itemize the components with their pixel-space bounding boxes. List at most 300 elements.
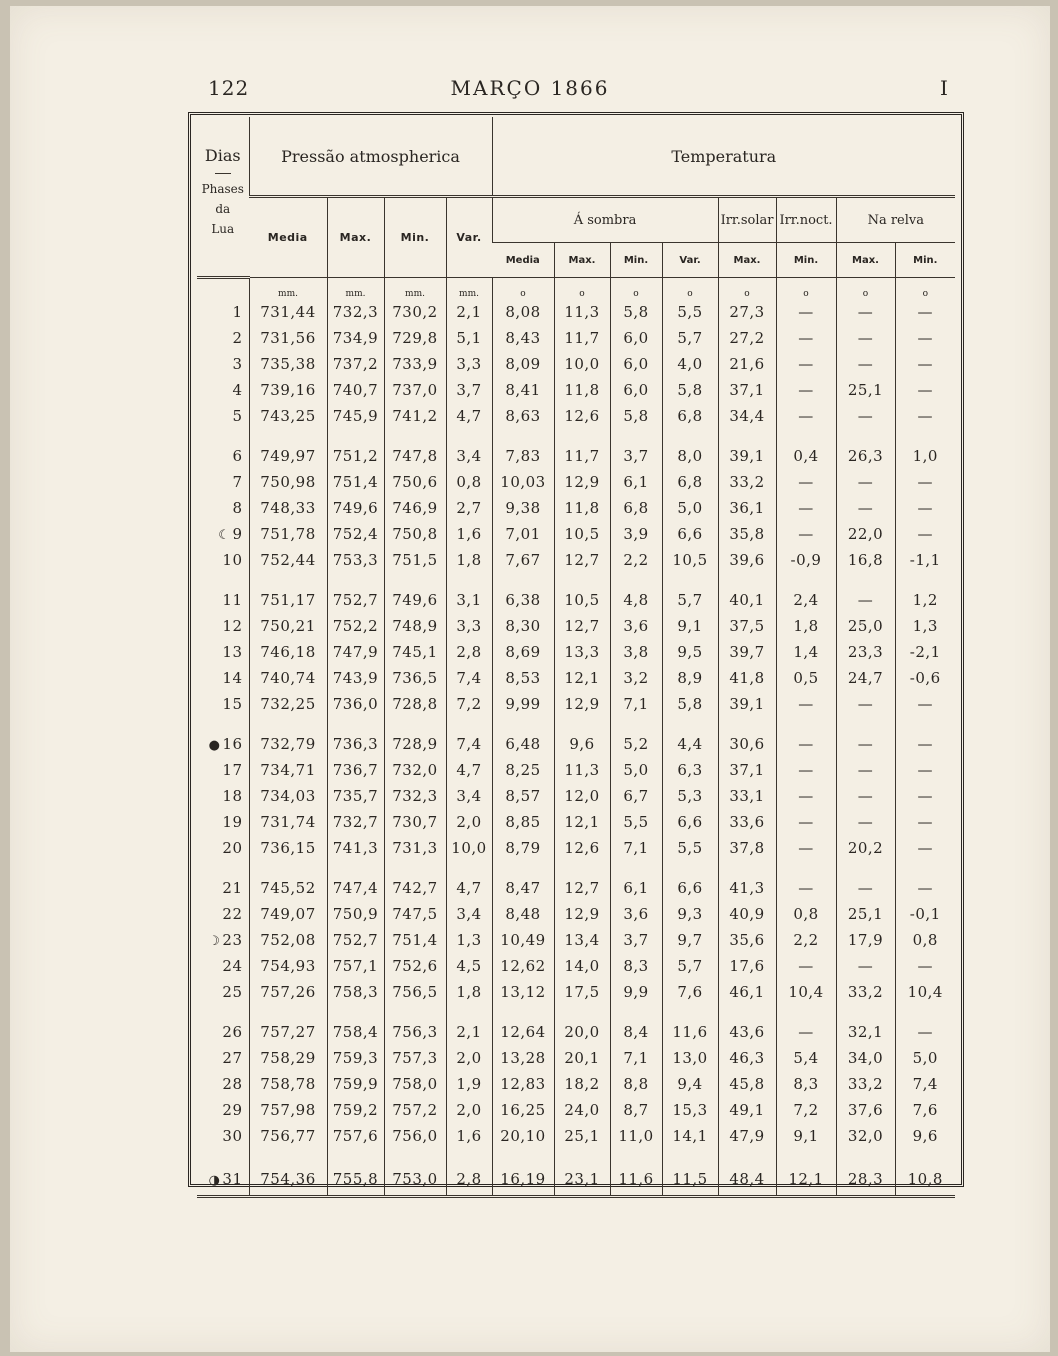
relva-max-cell: 33,2 bbox=[836, 1071, 895, 1097]
t-min-cell: 11,0 bbox=[610, 1123, 662, 1149]
day-number: 16 bbox=[222, 735, 243, 753]
p-max-cell: 740,7 bbox=[327, 377, 384, 403]
irr-solar-max-cell: 35,8 bbox=[718, 521, 776, 547]
p-max-cell: 745,9 bbox=[327, 403, 384, 429]
irr-solar-max-cell: 30,6 bbox=[718, 731, 776, 757]
relva-max-cell: 23,3 bbox=[836, 639, 895, 665]
group-spacer bbox=[197, 1149, 955, 1163]
relva-max-cell: — bbox=[836, 875, 895, 901]
day-cell bbox=[197, 521, 249, 547]
t-max-cell: 12,7 bbox=[554, 547, 610, 573]
p-min-cell: 753,0 bbox=[384, 1163, 446, 1197]
irr-noct-min-cell: 2,2 bbox=[776, 927, 836, 953]
relva-max-cell: 26,3 bbox=[836, 443, 895, 469]
day-number: 25 bbox=[222, 983, 243, 1001]
irr-noct-header: Irr.noct. bbox=[776, 197, 836, 243]
t-min-cell: 7,1 bbox=[610, 835, 662, 861]
p-min-cell: 747,8 bbox=[384, 443, 446, 469]
t-min-cell: 4,8 bbox=[610, 587, 662, 613]
p-min-cell: 756,3 bbox=[384, 1019, 446, 1045]
relva-max-cell: 33,2 bbox=[836, 979, 895, 1005]
p-max-cell: 747,9 bbox=[327, 639, 384, 665]
irr-solar-max-cell: 40,9 bbox=[718, 901, 776, 927]
irr-solar-max-cell: 46,3 bbox=[718, 1045, 776, 1071]
t-media-cell: 12,83 bbox=[492, 1071, 554, 1097]
irr-solar-max-cell: 46,1 bbox=[718, 979, 776, 1005]
table-row bbox=[197, 351, 955, 377]
day-cell bbox=[197, 901, 249, 927]
t-var-cell: 6,8 bbox=[662, 469, 718, 495]
relva-min-cell: — bbox=[895, 809, 955, 835]
moon-phase-icon: ☽ bbox=[208, 934, 221, 949]
t-media-cell: 6,48 bbox=[492, 731, 554, 757]
relva-max-cell: — bbox=[836, 691, 895, 717]
temp-min-header: Min. bbox=[610, 243, 662, 278]
irr-solar-max-cell: 39,7 bbox=[718, 639, 776, 665]
p-max-cell: 741,3 bbox=[327, 835, 384, 861]
t-var-cell: 6,8 bbox=[662, 403, 718, 429]
relva-max-cell: 25,1 bbox=[836, 377, 895, 403]
table-row bbox=[197, 495, 955, 521]
table-body bbox=[197, 278, 955, 1197]
t-max-cell: 12,0 bbox=[554, 783, 610, 809]
p-min-cell: 758,0 bbox=[384, 1071, 446, 1097]
table-row bbox=[197, 1097, 955, 1123]
day-cell bbox=[197, 1019, 249, 1045]
relva-max-cell: — bbox=[836, 469, 895, 495]
p-min-cell: 745,1 bbox=[384, 639, 446, 665]
group-spacer bbox=[197, 717, 955, 731]
relva-min-cell: — bbox=[895, 351, 955, 377]
p-var-cell: 3,4 bbox=[446, 783, 492, 809]
irr-solar-max-cell: 47,9 bbox=[718, 1123, 776, 1149]
t-var-cell: 5,5 bbox=[662, 299, 718, 325]
t-media-cell: 8,09 bbox=[492, 351, 554, 377]
p-var-cell: 0,8 bbox=[446, 469, 492, 495]
t-var-cell: 5,8 bbox=[662, 377, 718, 403]
t-min-cell: 6,0 bbox=[610, 351, 662, 377]
p-min-cell: 750,6 bbox=[384, 469, 446, 495]
table-row bbox=[197, 927, 955, 953]
p-var-cell: 1,8 bbox=[446, 547, 492, 573]
p-max-cell: 749,6 bbox=[327, 495, 384, 521]
p-media-cell: 748,33 bbox=[249, 495, 327, 521]
t-var-cell: 5,7 bbox=[662, 587, 718, 613]
p-min-cell: 756,5 bbox=[384, 979, 446, 1005]
t-max-cell: 11,8 bbox=[554, 495, 610, 521]
t-var-cell: 6,3 bbox=[662, 757, 718, 783]
irr-noct-min-cell: 2,4 bbox=[776, 587, 836, 613]
relva-max-cell: 25,1 bbox=[836, 901, 895, 927]
relva-min-cell: — bbox=[895, 325, 955, 351]
t-media-cell: 8,25 bbox=[492, 757, 554, 783]
t-media-cell: 9,38 bbox=[492, 495, 554, 521]
day-cell bbox=[197, 1097, 249, 1123]
t-var-cell: 11,6 bbox=[662, 1019, 718, 1045]
table-row bbox=[197, 757, 955, 783]
relva-min-cell: 9,6 bbox=[895, 1123, 955, 1149]
t-var-cell: 4,0 bbox=[662, 351, 718, 377]
relva-max-cell: — bbox=[836, 299, 895, 325]
t-max-cell: 12,7 bbox=[554, 875, 610, 901]
group-spacer bbox=[197, 1005, 955, 1019]
t-min-cell: 3,7 bbox=[610, 927, 662, 953]
p-min-cell: 742,7 bbox=[384, 875, 446, 901]
t-min-cell: 3,9 bbox=[610, 521, 662, 547]
p-max-cell: 753,3 bbox=[327, 547, 384, 573]
t-var-cell: 11,5 bbox=[662, 1163, 718, 1197]
irr-noct-min-cell: -0,9 bbox=[776, 547, 836, 573]
table-row bbox=[197, 901, 955, 927]
irr-solar-max-cell: 35,6 bbox=[718, 927, 776, 953]
day-number: 17 bbox=[222, 761, 243, 779]
t-media-cell: 13,12 bbox=[492, 979, 554, 1005]
p-max-cell: 736,0 bbox=[327, 691, 384, 717]
p-var-cell: 3,3 bbox=[446, 613, 492, 639]
table-row bbox=[197, 521, 955, 547]
irr-noct-min-cell: 1,8 bbox=[776, 613, 836, 639]
table-row bbox=[197, 613, 955, 639]
p-var-cell: 1,6 bbox=[446, 1123, 492, 1149]
relva-min-cell: — bbox=[895, 731, 955, 757]
p-var-cell: 4,5 bbox=[446, 953, 492, 979]
p-min-cell: 751,4 bbox=[384, 927, 446, 953]
relva-min-cell: 1,0 bbox=[895, 443, 955, 469]
dias-dash bbox=[215, 173, 231, 174]
p-min-cell: 751,5 bbox=[384, 547, 446, 573]
p-min-cell: 728,9 bbox=[384, 731, 446, 757]
relva-min-cell: — bbox=[895, 469, 955, 495]
t-var-cell: 9,3 bbox=[662, 901, 718, 927]
p-max-cell: 736,7 bbox=[327, 757, 384, 783]
p-media-cell: 752,08 bbox=[249, 927, 327, 953]
t-min-cell: 11,6 bbox=[610, 1163, 662, 1197]
t-media-cell: 8,08 bbox=[492, 299, 554, 325]
p-min-cell: 736,5 bbox=[384, 665, 446, 691]
irr-solar-max-header: Max. bbox=[718, 243, 776, 278]
irr-noct-min-cell: 0,8 bbox=[776, 901, 836, 927]
t-var-cell: 5,5 bbox=[662, 835, 718, 861]
relva-min-cell: 5,0 bbox=[895, 1045, 955, 1071]
irr-noct-min-cell: 7,2 bbox=[776, 1097, 836, 1123]
irr-solar-max-cell: 37,1 bbox=[718, 377, 776, 403]
p-max-cell: 750,9 bbox=[327, 901, 384, 927]
t-var-cell: 13,0 bbox=[662, 1045, 718, 1071]
p-media-cell: 752,44 bbox=[249, 547, 327, 573]
irr-solar-max-cell: 37,1 bbox=[718, 757, 776, 783]
unit-cell: o bbox=[554, 278, 610, 300]
unit-cell: mm. bbox=[327, 278, 384, 300]
t-var-cell: 9,5 bbox=[662, 639, 718, 665]
day-cell bbox=[197, 1123, 249, 1149]
table-row bbox=[197, 665, 955, 691]
p-var-cell: 1,8 bbox=[446, 979, 492, 1005]
t-media-cell: 8,53 bbox=[492, 665, 554, 691]
day-number: 8 bbox=[232, 499, 243, 517]
day-cell bbox=[197, 639, 249, 665]
relva-max-cell: — bbox=[836, 731, 895, 757]
t-max-cell: 12,6 bbox=[554, 403, 610, 429]
t-min-cell: 6,1 bbox=[610, 875, 662, 901]
relva-min-cell: -1,1 bbox=[895, 547, 955, 573]
relva-min-cell: -0,6 bbox=[895, 665, 955, 691]
t-media-cell: 16,19 bbox=[492, 1163, 554, 1197]
table-row bbox=[197, 1071, 955, 1097]
unit-cell: mm. bbox=[249, 278, 327, 300]
relva-max-cell: — bbox=[836, 403, 895, 429]
p-var-cell: 3,3 bbox=[446, 351, 492, 377]
irr-solar-max-cell: 49,1 bbox=[718, 1097, 776, 1123]
p-media-cell: 757,98 bbox=[249, 1097, 327, 1123]
t-media-cell: 8,48 bbox=[492, 901, 554, 927]
t-var-cell: 10,5 bbox=[662, 547, 718, 573]
pressure-media-header: Media bbox=[249, 197, 327, 278]
day-cell bbox=[197, 299, 249, 325]
p-min-cell: 757,3 bbox=[384, 1045, 446, 1071]
t-var-cell: 5,0 bbox=[662, 495, 718, 521]
day-number: 1 bbox=[232, 303, 243, 321]
table-row bbox=[197, 299, 955, 325]
p-max-cell: 737,2 bbox=[327, 351, 384, 377]
unit-cell: mm. bbox=[384, 278, 446, 300]
relva-min-cell: 7,4 bbox=[895, 1071, 955, 1097]
relva-min-cell: — bbox=[895, 953, 955, 979]
irr-solar-max-cell: 17,6 bbox=[718, 953, 776, 979]
irr-solar-max-cell: 37,5 bbox=[718, 613, 776, 639]
p-min-cell: 756,0 bbox=[384, 1123, 446, 1149]
p-media-cell: 754,36 bbox=[249, 1163, 327, 1197]
t-min-cell: 5,5 bbox=[610, 809, 662, 835]
p-media-cell: 758,78 bbox=[249, 1071, 327, 1097]
table-row bbox=[197, 377, 955, 403]
unit-cell: o bbox=[895, 278, 955, 300]
t-var-cell: 4,4 bbox=[662, 731, 718, 757]
irr-solar-max-cell: 45,8 bbox=[718, 1071, 776, 1097]
p-media-cell: 734,03 bbox=[249, 783, 327, 809]
relva-min-cell: -2,1 bbox=[895, 639, 955, 665]
p-max-cell: 758,3 bbox=[327, 979, 384, 1005]
t-min-cell: 8,7 bbox=[610, 1097, 662, 1123]
relva-max-cell: 24,7 bbox=[836, 665, 895, 691]
t-min-cell: 5,8 bbox=[610, 299, 662, 325]
day-cell bbox=[197, 731, 249, 757]
t-min-cell: 8,4 bbox=[610, 1019, 662, 1045]
p-var-cell: 4,7 bbox=[446, 403, 492, 429]
table-row bbox=[197, 325, 955, 351]
day-cell bbox=[197, 469, 249, 495]
p-media-cell: 731,56 bbox=[249, 325, 327, 351]
table-row bbox=[197, 1045, 955, 1071]
t-max-cell: 12,1 bbox=[554, 665, 610, 691]
t-media-cell: 9,99 bbox=[492, 691, 554, 717]
table-row bbox=[197, 731, 955, 757]
p-min-cell: 746,9 bbox=[384, 495, 446, 521]
irr-noct-min-cell: — bbox=[776, 809, 836, 835]
dias-header bbox=[197, 117, 249, 278]
p-min-cell: 748,9 bbox=[384, 613, 446, 639]
day-cell bbox=[197, 377, 249, 403]
table-row bbox=[197, 1163, 955, 1197]
table-row bbox=[197, 783, 955, 809]
day-cell bbox=[197, 1071, 249, 1097]
t-media-cell: 6,38 bbox=[492, 587, 554, 613]
t-media-cell: 8,63 bbox=[492, 403, 554, 429]
table-row bbox=[197, 469, 955, 495]
table-row bbox=[197, 587, 955, 613]
phases-label: Phases da Lua bbox=[201, 182, 244, 236]
pressure-var-header: Var. bbox=[446, 197, 492, 278]
t-min-cell: 8,8 bbox=[610, 1071, 662, 1097]
irr-noct-min-cell: 5,4 bbox=[776, 1045, 836, 1071]
temp-media-header: Media bbox=[492, 243, 554, 278]
group-spacer bbox=[197, 573, 955, 587]
relva-min-cell: — bbox=[895, 1019, 955, 1045]
temp-max-header: Max. bbox=[554, 243, 610, 278]
p-media-cell: 758,29 bbox=[249, 1045, 327, 1071]
t-max-cell: 13,4 bbox=[554, 927, 610, 953]
p-min-cell: 757,2 bbox=[384, 1097, 446, 1123]
p-var-cell: 3,1 bbox=[446, 587, 492, 613]
irr-noct-min-cell: — bbox=[776, 875, 836, 901]
t-var-cell: 5,3 bbox=[662, 783, 718, 809]
p-var-cell: 2,1 bbox=[446, 1019, 492, 1045]
table-row bbox=[197, 1019, 955, 1045]
irr-noct-min-cell: — bbox=[776, 521, 836, 547]
t-min-cell: 3,6 bbox=[610, 901, 662, 927]
t-max-cell: 12,7 bbox=[554, 613, 610, 639]
t-max-cell: 11,3 bbox=[554, 757, 610, 783]
t-max-cell: 11,3 bbox=[554, 299, 610, 325]
unit-cell: o bbox=[836, 278, 895, 300]
t-var-cell: 5,7 bbox=[662, 325, 718, 351]
t-media-cell: 12,64 bbox=[492, 1019, 554, 1045]
p-var-cell: 2,7 bbox=[446, 495, 492, 521]
day-cell bbox=[197, 325, 249, 351]
irr-noct-min-cell: — bbox=[776, 403, 836, 429]
day-number: 7 bbox=[232, 473, 243, 491]
p-media-cell: 731,74 bbox=[249, 809, 327, 835]
p-media-cell: 739,16 bbox=[249, 377, 327, 403]
relva-max-cell: — bbox=[836, 587, 895, 613]
t-var-cell: 6,6 bbox=[662, 875, 718, 901]
unit-cell: o bbox=[492, 278, 554, 300]
relva-min-cell: — bbox=[895, 691, 955, 717]
day-number: 5 bbox=[232, 407, 243, 425]
t-max-cell: 23,1 bbox=[554, 1163, 610, 1197]
t-media-cell: 7,67 bbox=[492, 547, 554, 573]
t-max-cell: 11,7 bbox=[554, 325, 610, 351]
irr-noct-min-cell: — bbox=[776, 325, 836, 351]
day-number: 28 bbox=[222, 1075, 243, 1093]
relva-min-cell: 10,8 bbox=[895, 1163, 955, 1197]
day-cell bbox=[197, 757, 249, 783]
t-media-cell: 16,25 bbox=[492, 1097, 554, 1123]
irr-noct-min-cell: 0,4 bbox=[776, 443, 836, 469]
p-min-cell: 747,5 bbox=[384, 901, 446, 927]
irr-solar-max-cell: 33,1 bbox=[718, 783, 776, 809]
t-var-cell: 5,7 bbox=[662, 953, 718, 979]
irr-solar-max-cell: 39,1 bbox=[718, 443, 776, 469]
day-cell bbox=[197, 665, 249, 691]
irr-noct-min-header: Min. bbox=[776, 243, 836, 278]
shade-header: Á sombra bbox=[492, 197, 718, 243]
t-var-cell: 15,3 bbox=[662, 1097, 718, 1123]
t-max-cell: 24,0 bbox=[554, 1097, 610, 1123]
irr-solar-max-cell: 41,8 bbox=[718, 665, 776, 691]
table-row bbox=[197, 979, 955, 1005]
day-cell bbox=[197, 835, 249, 861]
t-min-cell: 3,7 bbox=[610, 443, 662, 469]
p-min-cell: 752,6 bbox=[384, 953, 446, 979]
relva-max-cell: 32,1 bbox=[836, 1019, 895, 1045]
irr-noct-min-cell: — bbox=[776, 351, 836, 377]
pressure-max-header: Max. bbox=[327, 197, 384, 278]
irr-noct-min-cell: — bbox=[776, 1019, 836, 1045]
p-media-cell: 735,38 bbox=[249, 351, 327, 377]
observations-table bbox=[197, 117, 955, 1198]
p-min-cell: 730,2 bbox=[384, 299, 446, 325]
p-media-cell: 751,17 bbox=[249, 587, 327, 613]
p-var-cell: 4,7 bbox=[446, 757, 492, 783]
t-min-cell: 5,2 bbox=[610, 731, 662, 757]
table-row bbox=[197, 691, 955, 717]
t-var-cell: 14,1 bbox=[662, 1123, 718, 1149]
relva-min-cell: 1,3 bbox=[895, 613, 955, 639]
t-min-cell: 3,8 bbox=[610, 639, 662, 665]
relva-max-cell: 16,8 bbox=[836, 547, 895, 573]
p-max-cell: 752,7 bbox=[327, 927, 384, 953]
irr-noct-min-cell: 10,4 bbox=[776, 979, 836, 1005]
irr-noct-min-cell: — bbox=[776, 377, 836, 403]
relva-min-cell: 7,6 bbox=[895, 1097, 955, 1123]
t-max-cell: 12,9 bbox=[554, 469, 610, 495]
dias-label: Dias bbox=[204, 146, 241, 165]
day-number: 2 bbox=[232, 329, 243, 347]
t-max-cell: 17,5 bbox=[554, 979, 610, 1005]
relva-min-cell: 0,8 bbox=[895, 927, 955, 953]
table-row bbox=[197, 403, 955, 429]
p-max-cell: 732,7 bbox=[327, 809, 384, 835]
irr-solar-max-cell: 33,2 bbox=[718, 469, 776, 495]
p-var-cell: 1,6 bbox=[446, 521, 492, 547]
t-max-cell: 20,1 bbox=[554, 1045, 610, 1071]
day-number: 6 bbox=[232, 447, 243, 465]
p-var-cell: 1,9 bbox=[446, 1071, 492, 1097]
relva-max-cell: 32,0 bbox=[836, 1123, 895, 1149]
irr-noct-min-cell: — bbox=[776, 757, 836, 783]
t-var-cell: 8,9 bbox=[662, 665, 718, 691]
relva-min-cell: — bbox=[895, 403, 955, 429]
relva-max-cell: — bbox=[836, 783, 895, 809]
p-var-cell: 3,4 bbox=[446, 443, 492, 469]
p-var-cell: 3,7 bbox=[446, 377, 492, 403]
irr-solar-max-cell: 21,6 bbox=[718, 351, 776, 377]
day-number: 11 bbox=[222, 591, 243, 609]
day-number: 19 bbox=[222, 813, 243, 831]
day-number: 9 bbox=[232, 525, 243, 543]
p-media-cell: 749,07 bbox=[249, 901, 327, 927]
t-min-cell: 3,2 bbox=[610, 665, 662, 691]
moon-phase-icon: ● bbox=[208, 738, 221, 753]
p-min-cell: 732,3 bbox=[384, 783, 446, 809]
unit-cell: mm. bbox=[446, 278, 492, 300]
p-max-cell: 752,4 bbox=[327, 521, 384, 547]
p-max-cell: 751,4 bbox=[327, 469, 384, 495]
pressure-min-header: Min. bbox=[384, 197, 446, 278]
day-cell bbox=[197, 443, 249, 469]
t-media-cell: 20,10 bbox=[492, 1123, 554, 1149]
p-max-cell: 732,3 bbox=[327, 299, 384, 325]
